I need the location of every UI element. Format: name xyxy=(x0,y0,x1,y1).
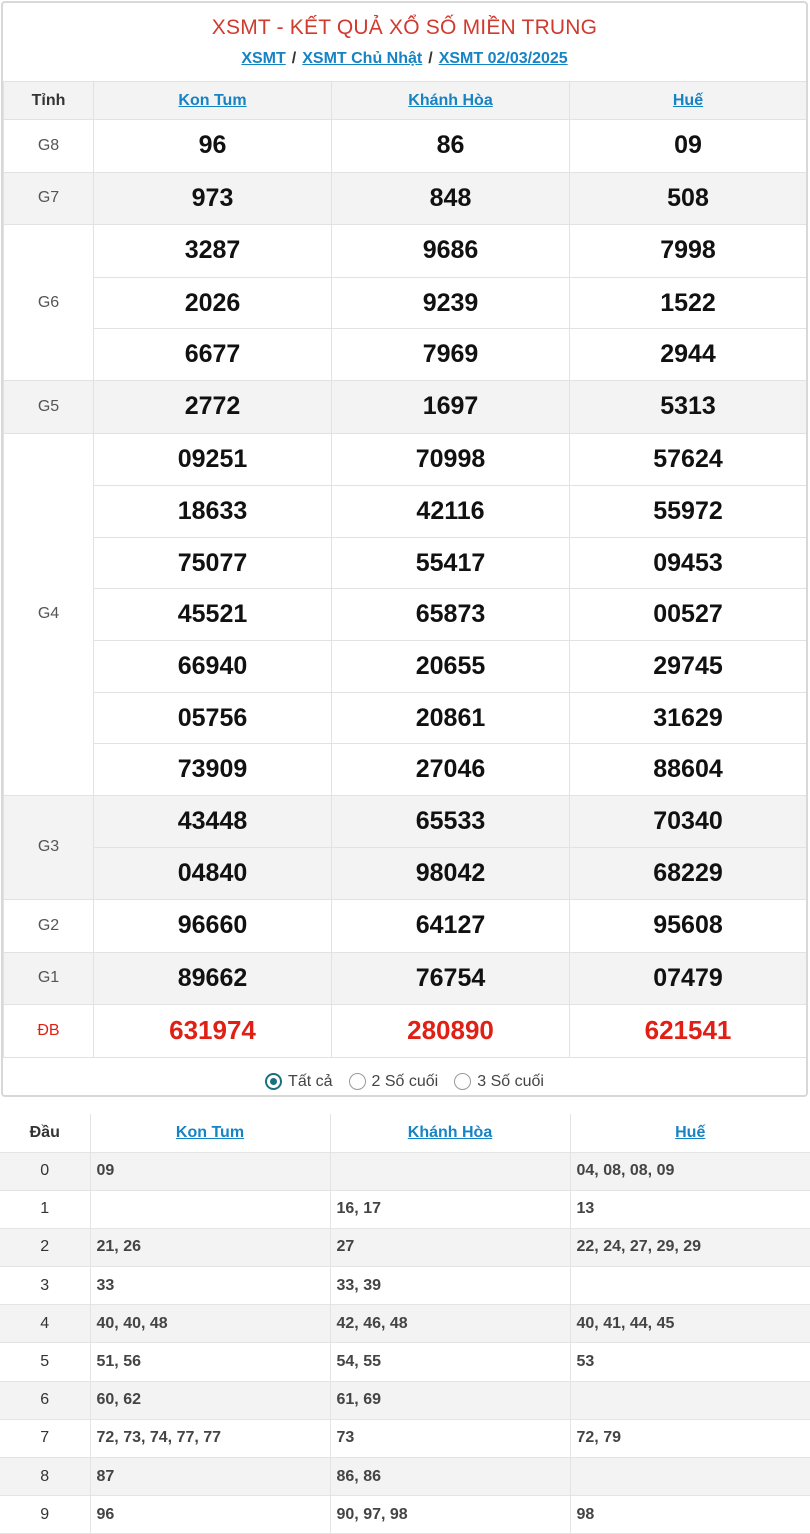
breadcrumb-separator: / xyxy=(291,50,297,67)
prize-cell xyxy=(94,120,332,173)
prize-number: 508 xyxy=(667,183,709,212)
head-digit: 2 xyxy=(0,1228,90,1266)
prize-number: 75077 xyxy=(94,537,331,589)
prize-number: 70340 xyxy=(653,806,723,835)
prize-number: 76754 xyxy=(415,963,486,992)
prize-row xyxy=(4,380,807,433)
loto-row xyxy=(0,1496,810,1534)
loto-cell: 13 xyxy=(570,1190,810,1228)
prize-cell xyxy=(94,1005,332,1058)
prize-cell xyxy=(94,380,332,433)
prize-label: G5 xyxy=(4,380,94,433)
prize-number: 27046 xyxy=(332,743,569,795)
loto-cell: 54, 55 xyxy=(330,1343,570,1381)
prize-number: 64127 xyxy=(415,910,486,939)
loto-row xyxy=(0,1343,810,1381)
head-digit: 1 xyxy=(0,1190,90,1228)
prize-number: 70998 xyxy=(415,444,486,473)
filter-last-2-digits[interactable] xyxy=(349,1073,439,1091)
prize-number: 66940 xyxy=(94,640,331,692)
prize-label: G3 xyxy=(4,795,94,899)
prize-number: 9239 xyxy=(332,277,569,329)
head-digit: 4 xyxy=(0,1305,90,1343)
loto-cell: 16, 17 xyxy=(330,1190,570,1228)
prize-cell xyxy=(570,433,807,795)
prize-number: 2944 xyxy=(570,328,806,380)
prize-number: 09 xyxy=(674,131,702,159)
breadcrumb-separator: / xyxy=(428,50,433,67)
prize-number: 43448 xyxy=(177,806,248,835)
loto-cell: 22, 24, 27, 29, 29 xyxy=(570,1228,810,1266)
prize-number: 86 xyxy=(436,131,465,159)
prize-number: 280890 xyxy=(407,1015,494,1046)
prize-cell xyxy=(94,172,332,225)
prize-cell xyxy=(570,1005,807,1058)
prize-cell xyxy=(332,433,570,795)
prize-cell xyxy=(332,899,570,952)
loto-cell xyxy=(570,1267,810,1305)
prize-cell xyxy=(332,225,570,381)
loto-cell: 21, 26 xyxy=(90,1228,330,1266)
results-card xyxy=(1,1,808,1097)
prize-number: 7969 xyxy=(332,328,569,380)
prize-row xyxy=(4,172,807,225)
prize-row xyxy=(4,795,807,899)
prize-cell xyxy=(570,172,807,225)
prize-label: G4 xyxy=(4,433,94,795)
prize-label: G8 xyxy=(4,120,94,173)
column-header-hue xyxy=(570,1114,810,1152)
prize-cell xyxy=(332,1005,570,1058)
province-link-khanh-hoa[interactable]: Khánh Hòa xyxy=(408,91,493,109)
loto-cell: 40, 41, 44, 45 xyxy=(570,1305,810,1343)
prize-number: 68229 xyxy=(570,847,806,899)
head-digit: 6 xyxy=(0,1381,90,1419)
prize-number: 848 xyxy=(429,183,472,212)
loto-row xyxy=(0,1267,810,1305)
prize-number: 73909 xyxy=(94,743,331,795)
province-link-kon-tum[interactable]: Kon Tum xyxy=(178,91,247,109)
filter-all[interactable] xyxy=(265,1073,332,1091)
filter-label: 3 Số cuối xyxy=(477,1072,544,1090)
loto-cell: 72, 73, 74, 77, 77 xyxy=(90,1419,330,1457)
loto-row xyxy=(0,1381,810,1419)
prize-number: 3287 xyxy=(184,236,241,265)
prize-number: 973 xyxy=(191,183,234,212)
prize-number: 1697 xyxy=(422,391,479,420)
loto-row xyxy=(0,1419,810,1457)
loto-cell: 09 xyxy=(90,1152,330,1190)
loto-cell: 72, 79 xyxy=(570,1419,810,1457)
loto-card xyxy=(0,1114,810,1534)
loto-cell: 42, 46, 48 xyxy=(330,1305,570,1343)
loto-cell: 60, 62 xyxy=(90,1381,330,1419)
loto-cell: 96 xyxy=(90,1496,330,1534)
prize-number: 29745 xyxy=(570,640,806,692)
results-header-row xyxy=(4,82,807,120)
breadcrumb xyxy=(3,50,806,68)
filter-last-3-digits[interactable] xyxy=(454,1073,544,1091)
prize-number: 04840 xyxy=(94,847,331,899)
prize-number: 45521 xyxy=(94,588,331,640)
prize-cell xyxy=(570,120,807,173)
column-header-khanh-hoa xyxy=(330,1114,570,1152)
province-link-khanh-hoa[interactable]: Khánh Hòa xyxy=(407,1123,493,1141)
prize-cell xyxy=(570,380,807,433)
prize-cell xyxy=(94,952,332,1005)
prize-cell xyxy=(332,795,570,899)
filter-label: Tất cả xyxy=(288,1072,333,1090)
loto-cell: 87 xyxy=(90,1458,330,1496)
radio-selected-icon[interactable] xyxy=(265,1073,282,1090)
loto-header-row xyxy=(0,1114,810,1152)
loto-cell: 27 xyxy=(330,1228,570,1266)
prize-cell xyxy=(94,433,332,795)
prize-cell xyxy=(570,225,807,381)
prize-number: 2026 xyxy=(94,277,331,329)
breadcrumb-xsmt-sunday[interactable]: XSMT Chủ Nhật xyxy=(302,50,423,67)
prize-number: 65873 xyxy=(332,588,569,640)
column-header-kon-tum xyxy=(90,1114,330,1152)
prize-number: 09453 xyxy=(570,537,806,589)
prize-number: 89662 xyxy=(177,963,248,992)
loto-table xyxy=(0,1114,810,1534)
column-header-hue xyxy=(570,82,807,120)
loto-cell xyxy=(90,1190,330,1228)
prize-number: 631974 xyxy=(169,1015,256,1046)
radio-icon[interactable] xyxy=(454,1073,471,1090)
province-link-kon-tum[interactable]: Kon Tum xyxy=(175,1123,245,1141)
prize-number: 07479 xyxy=(653,963,723,992)
prize-number: 55972 xyxy=(570,485,806,537)
prize-label: G6 xyxy=(4,225,94,381)
prize-number: 9686 xyxy=(422,236,479,265)
prize-number: 2772 xyxy=(184,391,241,420)
prize-number: 98042 xyxy=(332,847,569,899)
prize-cell xyxy=(332,120,570,173)
prize-number: 18633 xyxy=(94,485,331,537)
loto-cell: 73 xyxy=(330,1419,570,1457)
column-header-province: Tỉnh xyxy=(4,82,94,120)
loto-row xyxy=(0,1458,810,1496)
prize-number: 65533 xyxy=(415,806,486,835)
prize-number: 20861 xyxy=(332,692,569,744)
head-digit: 7 xyxy=(0,1419,90,1457)
prize-number: 88604 xyxy=(570,743,806,795)
prize-number: 42116 xyxy=(332,485,569,537)
province-link-hue[interactable]: Huế xyxy=(675,1123,706,1141)
loto-cell: 33 xyxy=(90,1267,330,1305)
prize-cell xyxy=(332,952,570,1005)
prize-label: ĐB xyxy=(4,1005,94,1058)
filter-label: 2 Số cuối xyxy=(371,1072,439,1090)
prize-row xyxy=(4,899,807,952)
loto-cell: 51, 56 xyxy=(90,1343,330,1381)
loto-row xyxy=(0,1152,810,1190)
prize-cell xyxy=(332,172,570,225)
breadcrumb-xsmt-date[interactable]: XSMT 02/03/2025 xyxy=(438,50,568,67)
prize-row xyxy=(4,433,807,795)
prize-cell xyxy=(94,899,332,952)
loto-cell: 04, 08, 08, 09 xyxy=(570,1152,810,1190)
loto-row xyxy=(0,1305,810,1343)
loto-cell: 98 xyxy=(570,1496,810,1534)
head-digit: 5 xyxy=(0,1343,90,1381)
loto-cell xyxy=(330,1152,570,1190)
results-table xyxy=(3,81,807,1058)
prize-number: 7998 xyxy=(660,236,716,265)
prize-number: 20655 xyxy=(332,640,569,692)
prize-number: 621541 xyxy=(644,1015,732,1046)
number-filter xyxy=(3,1058,806,1097)
loto-row xyxy=(0,1190,810,1228)
prize-cell xyxy=(570,899,807,952)
prize-row xyxy=(4,120,807,173)
province-link-hue[interactable]: Huế xyxy=(672,91,704,109)
loto-cell: 86, 86 xyxy=(330,1458,570,1496)
prize-number: 5313 xyxy=(660,391,716,420)
loto-cell: 33, 39 xyxy=(330,1267,570,1305)
results-body xyxy=(4,120,807,1058)
loto-cell xyxy=(570,1381,810,1419)
loto-cell: 40, 40, 48 xyxy=(90,1305,330,1343)
prize-row xyxy=(4,225,807,381)
page-title: XSMT - KẾT QUẢ XỔ SỐ MIỀN TRUNG xyxy=(211,16,598,39)
head-digit: 9 xyxy=(0,1496,90,1534)
loto-cell: 90, 97, 98 xyxy=(330,1496,570,1534)
head-digit: 0 xyxy=(0,1152,90,1190)
loto-body xyxy=(0,1152,810,1534)
head-digit: 3 xyxy=(0,1267,90,1305)
column-header-khanh-hoa xyxy=(332,82,570,120)
prize-row xyxy=(4,1005,807,1058)
prize-number: 57624 xyxy=(653,444,723,473)
radio-icon[interactable] xyxy=(349,1073,366,1090)
breadcrumb-xsmt[interactable]: XSMT xyxy=(241,50,286,67)
prize-number: 55417 xyxy=(332,537,569,589)
prize-number: 31629 xyxy=(570,692,806,744)
prize-cell xyxy=(570,952,807,1005)
loto-cell: 61, 69 xyxy=(330,1381,570,1419)
results-header xyxy=(3,3,806,81)
prize-number: 05756 xyxy=(94,692,331,744)
prize-cell xyxy=(94,795,332,899)
prize-number: 95608 xyxy=(653,910,723,939)
prize-number: 96 xyxy=(198,131,227,159)
prize-cell xyxy=(94,225,332,381)
loto-cell xyxy=(570,1458,810,1496)
prize-number: 1522 xyxy=(570,277,806,329)
prize-cell xyxy=(570,795,807,899)
prize-cell xyxy=(332,380,570,433)
prize-number: 6677 xyxy=(94,328,331,380)
column-header-kon-tum xyxy=(94,82,332,120)
prize-label: G7 xyxy=(4,172,94,225)
loto-row xyxy=(0,1228,810,1266)
prize-number: 96660 xyxy=(177,910,248,939)
loto-cell: 53 xyxy=(570,1343,810,1381)
prize-label: G2 xyxy=(4,899,94,952)
prize-number: 09251 xyxy=(177,444,248,473)
prize-row xyxy=(4,952,807,1005)
head-digit: 8 xyxy=(0,1458,90,1496)
column-header-head-digit: Đầu xyxy=(0,1114,90,1152)
prize-label: G1 xyxy=(4,952,94,1005)
prize-number: 00527 xyxy=(570,588,806,640)
